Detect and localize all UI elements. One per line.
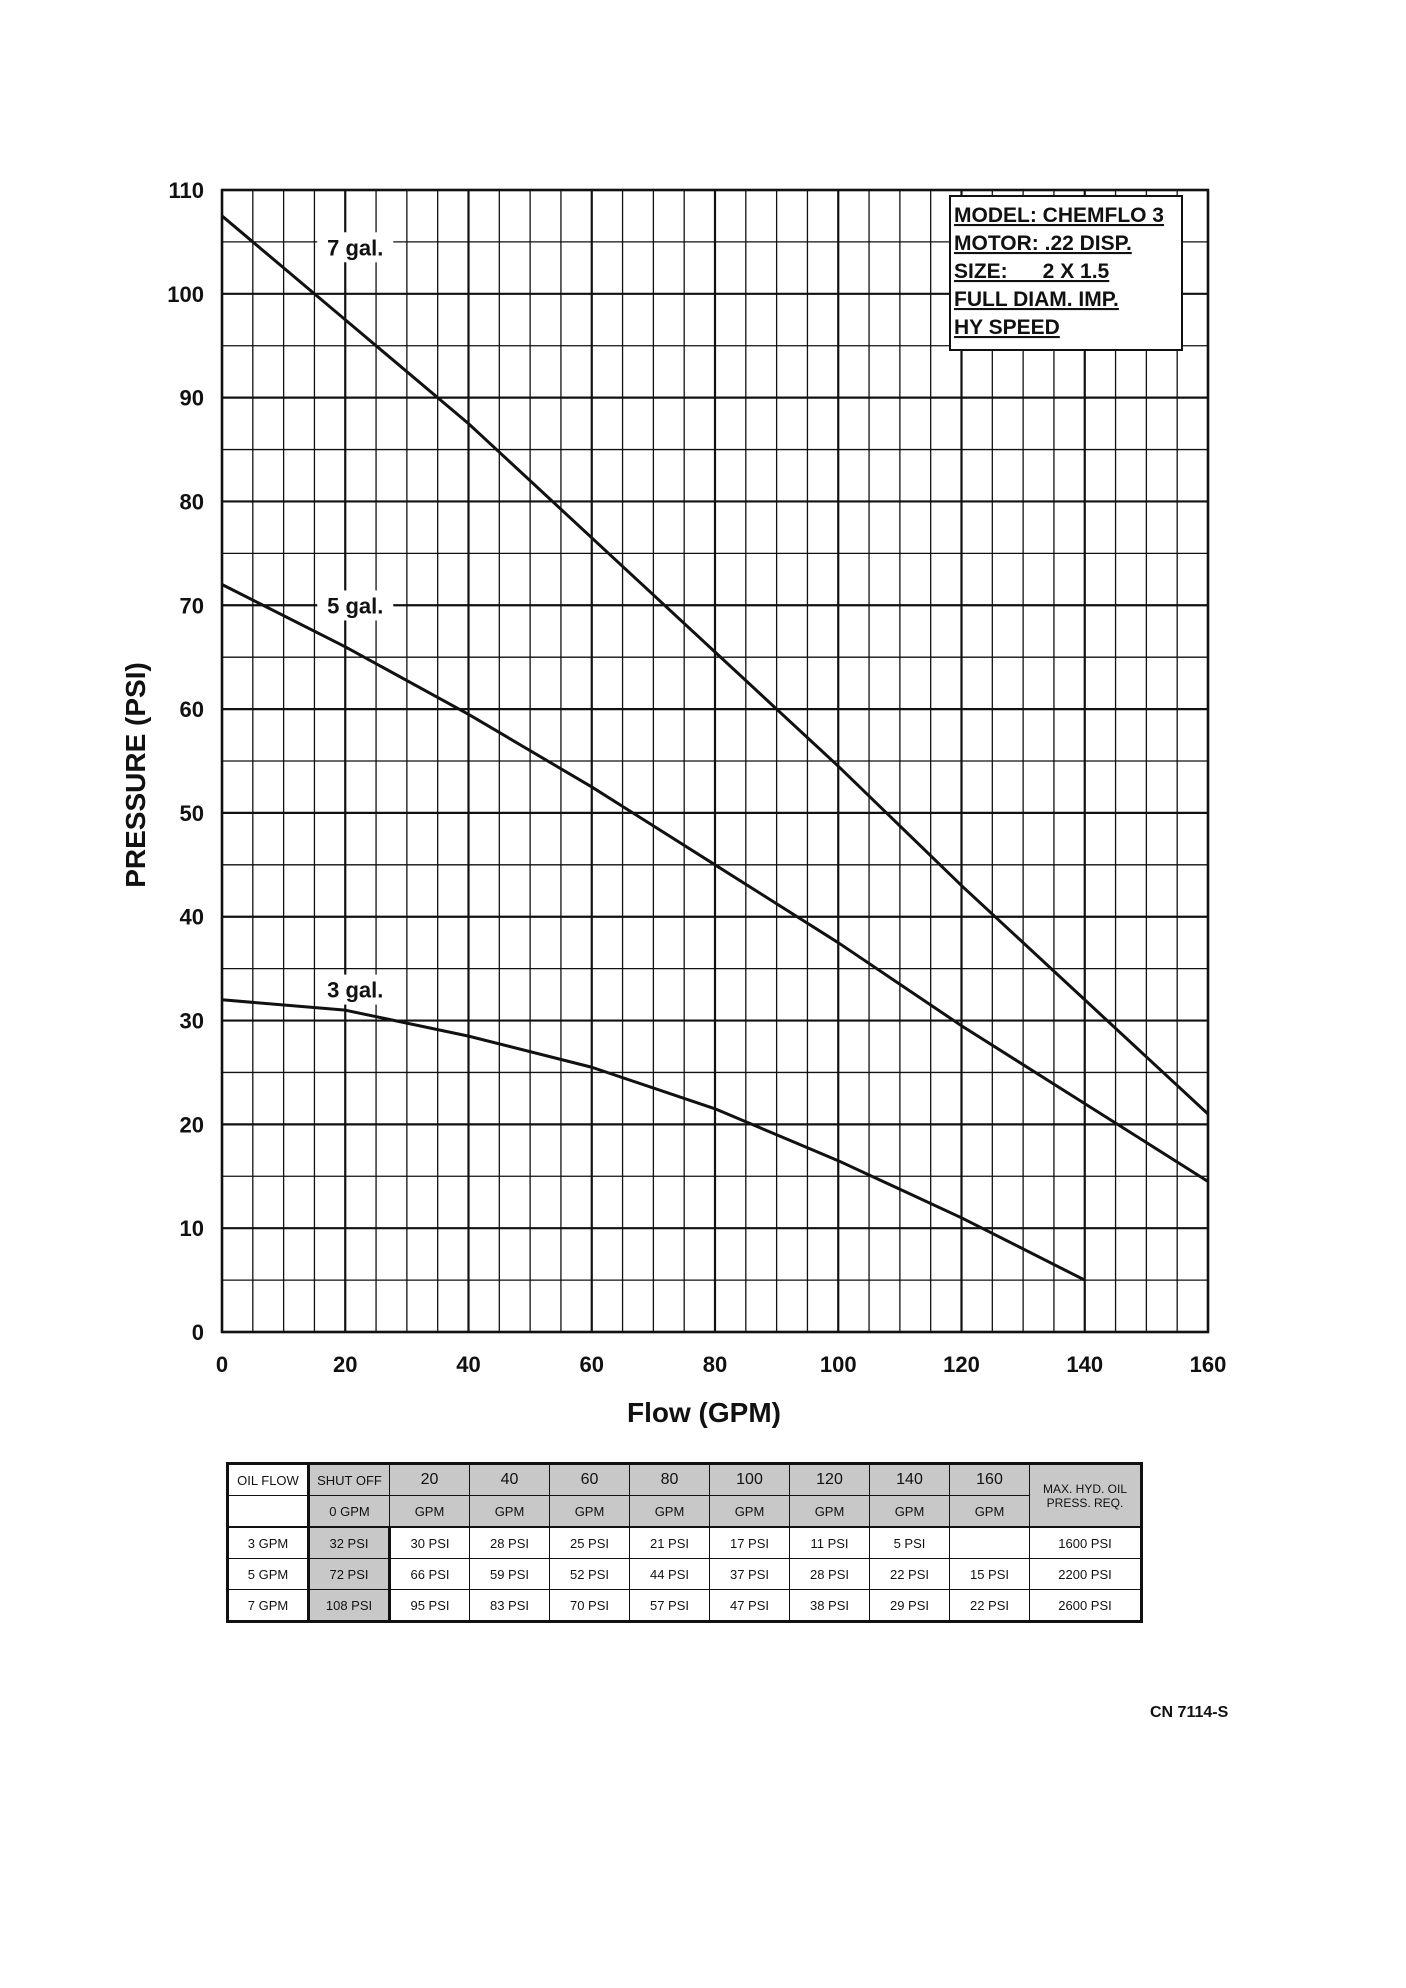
model-legend-box (950, 196, 1182, 350)
table-header-cell: SHUT OFF (309, 1464, 390, 1496)
series-label: 3 gal. (327, 977, 384, 1003)
tick-labels (167, 178, 1226, 1377)
table-cell: 83 PSI (470, 1590, 550, 1622)
x-tick-label: 140 (1066, 1352, 1104, 1377)
y-tick-label: 0 (191, 1320, 204, 1345)
table-cell: 38 PSI (790, 1590, 870, 1622)
table-cell: 28 PSI (470, 1527, 550, 1559)
x-axis-title: Flow (GPM) (627, 1397, 781, 1428)
x-tick-label: 100 (819, 1352, 857, 1377)
y-tick-label: 100 (167, 281, 204, 307)
table-header-cell: 120 (790, 1464, 870, 1496)
y-tick-label: 60 (179, 697, 204, 723)
legend-line: HY SPEED (954, 316, 1060, 339)
table-cell: 25 PSI (550, 1527, 630, 1559)
grid (222, 190, 1208, 1332)
table-cell: 15 PSI (950, 1559, 1030, 1590)
table-cell: 22 PSI (950, 1590, 1030, 1622)
table-subheader-cell: 0 GPM (309, 1496, 390, 1528)
table-subheader-cell: GPM (790, 1496, 870, 1528)
table-cell: 21 PSI (630, 1527, 710, 1559)
table-cell: 3 GPM (228, 1527, 309, 1559)
legend-line: MODEL: CHEMFLO 3 (954, 204, 1164, 227)
y-tick-label: 70 (179, 593, 204, 619)
table-cell: 95 PSI (390, 1590, 470, 1622)
table-cell: 37 PSI (710, 1559, 790, 1590)
table-cell (950, 1527, 1030, 1559)
table-header-cell: 80 (630, 1464, 710, 1496)
performance-table (226, 1462, 1143, 1623)
table-subheader-cell (228, 1496, 309, 1528)
table-cell: 28 PSI (790, 1559, 870, 1590)
table-cell: 7 GPM (228, 1590, 309, 1622)
table-cell: 17 PSI (710, 1527, 790, 1559)
table-cell: 47 PSI (710, 1590, 790, 1622)
table-header-cell: MAX. HYD. OIL PRESS. REQ. (1030, 1464, 1142, 1528)
x-tick-label: 20 (333, 1352, 358, 1377)
table-header-cell: 100 (710, 1464, 790, 1496)
table-row (228, 1590, 1142, 1622)
y-tick-label: 30 (179, 1008, 204, 1034)
table-header-cell: 40 (470, 1464, 550, 1496)
x-tick-label: 120 (943, 1352, 980, 1377)
x-tick-label: 160 (1189, 1352, 1227, 1377)
table-cell: 2200 PSI (1030, 1559, 1142, 1590)
document-code: CN 7114-S (1150, 1704, 1229, 1721)
y-tick-label: 90 (179, 385, 204, 411)
table-subheader-cell: GPM (550, 1496, 630, 1528)
table-subheader-cell: GPM (390, 1496, 470, 1528)
table-header-cell: 60 (550, 1464, 630, 1496)
x-tick-label: 80 (702, 1352, 728, 1377)
table-subheader-cell: GPM (630, 1496, 710, 1528)
legend-line: MOTOR: .22 DISP. (954, 232, 1132, 255)
table-cell: 29 PSI (870, 1590, 950, 1622)
series-label: 7 gal. (327, 235, 384, 261)
table-cell: 32 PSI (309, 1527, 390, 1559)
x-tick-label: 0 (215, 1352, 229, 1377)
table-cell: 72 PSI (309, 1559, 390, 1590)
legend-line: FULL DIAM. IMP. (954, 288, 1119, 311)
table-cell: 5 PSI (870, 1527, 950, 1559)
table-cell: 30 PSI (390, 1527, 470, 1559)
y-tick-label: 40 (179, 904, 204, 930)
table-cell: 59 PSI (470, 1559, 550, 1590)
y-tick-label: 50 (179, 800, 204, 826)
x-tick-label: 40 (456, 1352, 481, 1377)
table-header-cell: OIL FLOW (228, 1464, 309, 1496)
table-subheader-cell: GPM (710, 1496, 790, 1528)
table-cell: 44 PSI (630, 1559, 710, 1590)
y-tick-label: 110 (168, 178, 204, 203)
table-cell: 70 PSI (550, 1590, 630, 1622)
x-tick-label: 60 (579, 1352, 604, 1377)
table-cell: 5 GPM (228, 1559, 309, 1590)
table-subheader-cell: GPM (470, 1496, 550, 1528)
y-tick-label: 20 (179, 1112, 204, 1138)
table-cell: 1600 PSI (1030, 1527, 1142, 1559)
table-row (228, 1559, 1142, 1590)
table-header-cell: 20 (390, 1464, 470, 1496)
table-cell: 108 PSI (309, 1590, 390, 1622)
table-cell: 22 PSI (870, 1559, 950, 1590)
table-header-cell: 160 (950, 1464, 1030, 1496)
table-cell: 57 PSI (630, 1590, 710, 1622)
table-subheader-cell: GPM (870, 1496, 950, 1528)
table-cell: 11 PSI (790, 1527, 870, 1559)
table-header-cell: 140 (870, 1464, 950, 1496)
y-tick-label: 10 (179, 1216, 204, 1242)
y-tick-label: 80 (179, 489, 204, 515)
table-cell: 66 PSI (390, 1559, 470, 1590)
y-axis-title: PRESSURE (PSI) (120, 662, 151, 888)
table-cell: 52 PSI (550, 1559, 630, 1590)
table-subheader-cell: GPM (950, 1496, 1030, 1528)
series-label: 5 gal. (327, 593, 384, 619)
legend-line: SIZE: 2 X 1.5 (954, 260, 1110, 283)
table-row (228, 1527, 1142, 1559)
table-cell: 2600 PSI (1030, 1590, 1142, 1622)
